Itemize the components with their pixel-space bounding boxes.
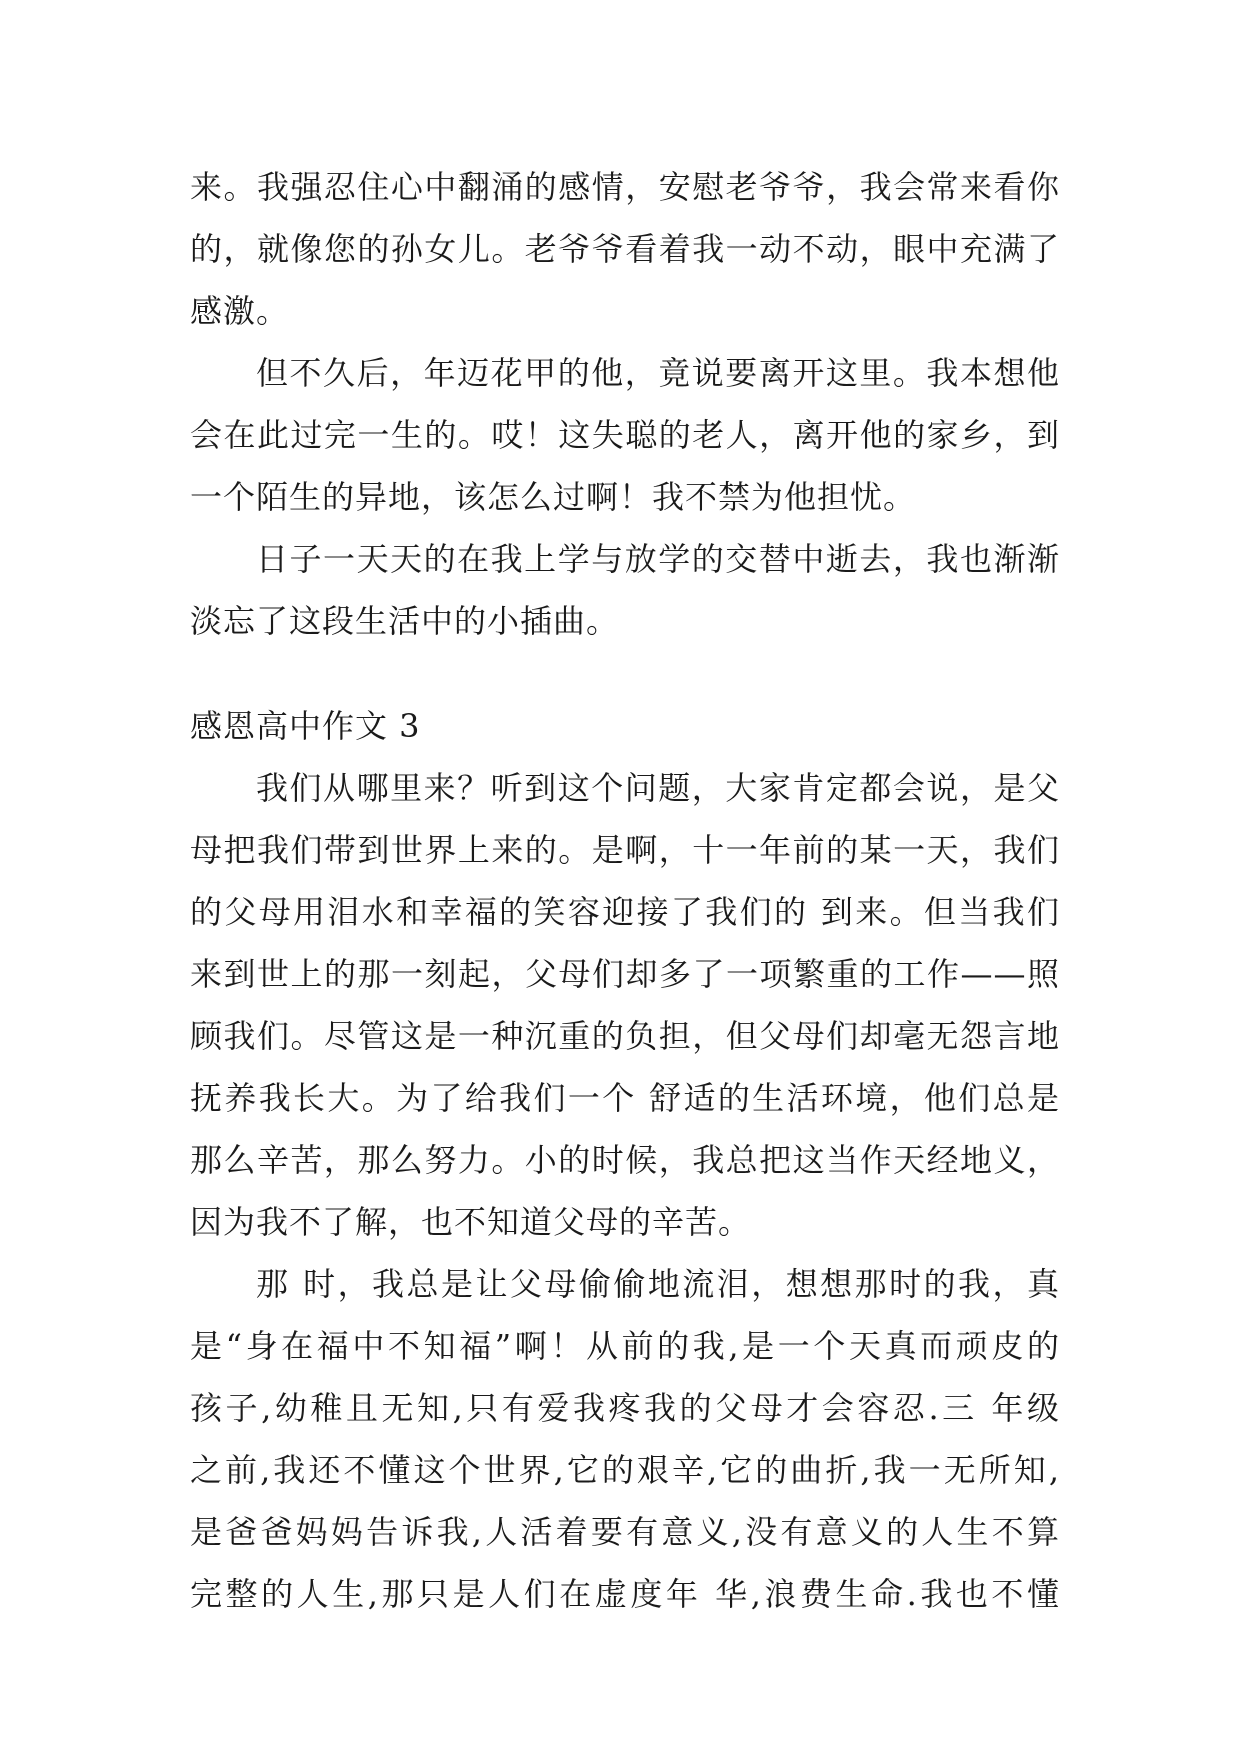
text-line: 之前,我还不懂这个世界,它的艰辛,它的曲折,我一无所知, (190, 1451, 1060, 1489)
text-line: 顾我们。尽管这是一种沉重的负担，但父母们却毫无怨言地 (190, 1017, 1060, 1055)
text-line: 因为我不了解，也不知道父母的辛苦。 (190, 1203, 752, 1241)
text-line: 母把我们带到世界上来的。是啊，十一年前的某一天，我们 (190, 831, 1060, 869)
text-line: 的，就像您的孙女儿。老爷爷看着我一动不动，眼中充满了 (190, 230, 1060, 268)
text-line: 感激。 (190, 292, 290, 330)
section-heading: 感恩高中作文 3 (190, 707, 421, 745)
text-line: 会在此过完一生的。哎！这失聪的老人，离开他的家乡，到 (190, 416, 1060, 454)
text-line: 孩子,幼稚且无知,只有爱我疼我的父母才会容忍.三 年级 (190, 1389, 1060, 1427)
text-line: 那 时，我总是让父母偷偷地流泪，想想那时的我，真 (256, 1265, 1060, 1303)
text-line: 那么辛苦，那么努力。小的时候，我总把这当作天经地义， (190, 1141, 1060, 1179)
text-line: 是“身在福中不知福”啊！从前的我,是一个天真而顽皮的 (190, 1327, 1060, 1365)
text-line: 一个陌生的异地，该怎么过啊！我不禁为他担忧。 (190, 478, 917, 516)
text-line: 我们从哪里来？听到这个问题，大家肯定都会说，是父 (256, 769, 1060, 807)
text-line: 来到世上的那一刻起，父母们却多了一项繁重的工作——照 (190, 955, 1060, 993)
text-line: 的父母用泪水和幸福的笑容迎接了我们的 到来。但当我们 (190, 893, 1060, 931)
text-line: 抚养我长大。为了给我们一个 舒适的生活环境，他们总是 (190, 1079, 1060, 1117)
text-line: 完整的人生,那只是人们在虚度年 华,浪费生命.我也不懂 (190, 1575, 1060, 1613)
text-line: 来。我强忍住心中翻涌的感情，安慰老爷爷，我会常来看你 (190, 168, 1060, 206)
text-line: 但不久后，年迈花甲的他，竟说要离开这里。我本想他 (256, 354, 1060, 392)
text-line: 淡忘了这段生活中的小插曲。 (190, 602, 620, 640)
text-line: 日子一天天的在我上学与放学的交替中逝去，我也渐渐 (256, 540, 1060, 578)
text-line: 是爸爸妈妈告诉我,人活着要有意义,没有意义的人生不算 (190, 1513, 1060, 1551)
